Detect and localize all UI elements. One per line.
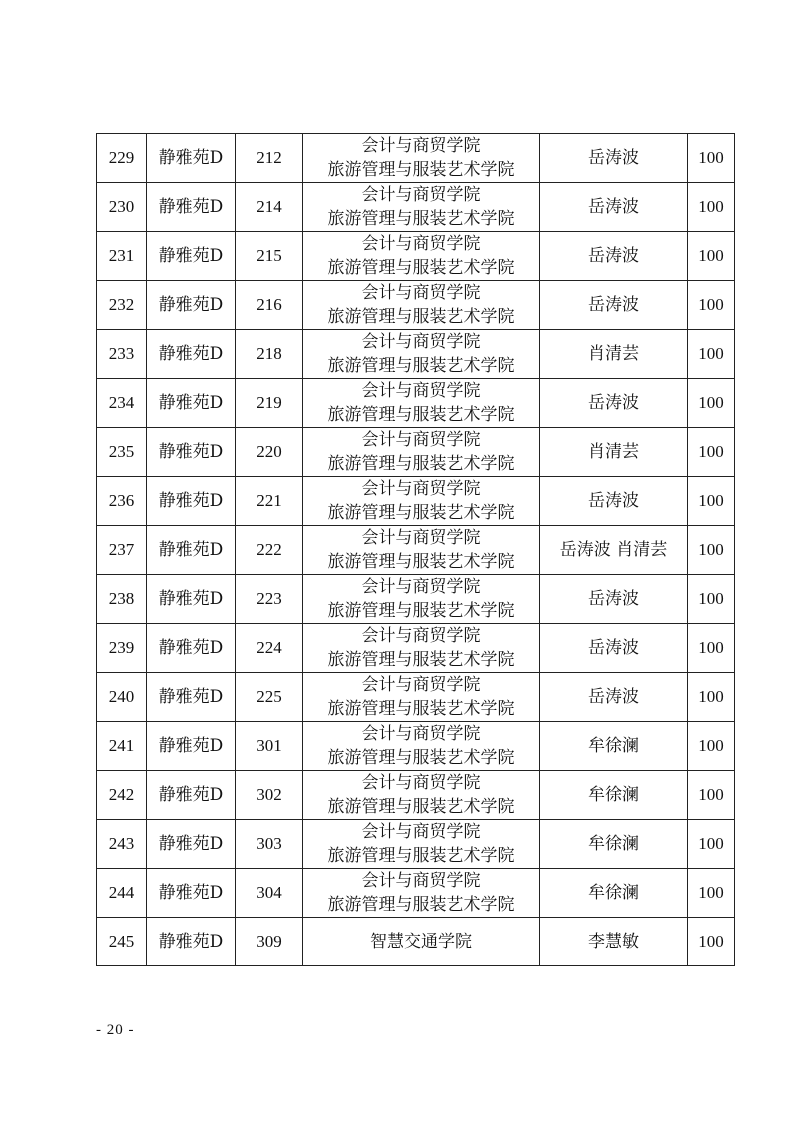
row-number-cell: 241 <box>97 722 147 771</box>
inspector-name-cell: 岳涛波 <box>540 477 688 526</box>
row-number-cell: 230 <box>97 183 147 232</box>
row-number-cell: 231 <box>97 232 147 281</box>
roster-body <box>97 134 735 966</box>
row-number-cell: 229 <box>97 134 147 183</box>
college-name: 旅游管理与服装艺术学院 <box>327 160 515 180</box>
building-cell: 静雅苑D <box>147 673 236 722</box>
table-row <box>97 477 735 526</box>
college-name: 会计与商贸学院 <box>361 528 481 548</box>
college-cell <box>303 281 540 330</box>
college-name: 会计与商贸学院 <box>361 724 481 744</box>
building-cell: 静雅苑D <box>147 526 236 575</box>
score-cell: 100 <box>688 183 735 232</box>
college-cell <box>303 673 540 722</box>
table-row <box>97 428 735 477</box>
college-name: 旅游管理与服装艺术学院 <box>327 601 515 621</box>
table-row <box>97 820 735 869</box>
table-row <box>97 918 735 966</box>
table-row <box>97 330 735 379</box>
score-cell: 100 <box>688 379 735 428</box>
college-name: 旅游管理与服装艺术学院 <box>327 748 515 768</box>
building-cell: 静雅苑D <box>147 918 236 966</box>
score-cell: 100 <box>688 820 735 869</box>
row-number-cell: 243 <box>97 820 147 869</box>
room-number-cell: 224 <box>236 624 303 673</box>
row-number-cell: 239 <box>97 624 147 673</box>
building-cell: 静雅苑D <box>147 869 236 918</box>
table-row <box>97 183 735 232</box>
room-number-cell: 214 <box>236 183 303 232</box>
score-cell: 100 <box>688 477 735 526</box>
college-cell <box>303 869 540 918</box>
building-cell: 静雅苑D <box>147 134 236 183</box>
college-cell <box>303 330 540 379</box>
college-name: 会计与商贸学院 <box>361 283 481 303</box>
inspector-name-cell: 岳涛波 <box>540 134 688 183</box>
college-name: 会计与商贸学院 <box>361 675 481 695</box>
college-name: 旅游管理与服装艺术学院 <box>327 209 515 229</box>
table-row <box>97 869 735 918</box>
inspector-name-cell: 岳涛波 <box>540 673 688 722</box>
college-cell <box>303 477 540 526</box>
building-cell: 静雅苑D <box>147 281 236 330</box>
score-cell: 100 <box>688 771 735 820</box>
college-cell <box>303 232 540 281</box>
college-name: 旅游管理与服装艺术学院 <box>327 552 515 572</box>
college-name: 旅游管理与服装艺术学院 <box>327 405 515 425</box>
dormitory-roster-table <box>96 133 735 966</box>
row-number-cell: 232 <box>97 281 147 330</box>
score-cell: 100 <box>688 232 735 281</box>
college-cell <box>303 575 540 624</box>
score-cell: 100 <box>688 624 735 673</box>
table-row <box>97 624 735 673</box>
row-number-cell: 235 <box>97 428 147 477</box>
row-number-cell: 244 <box>97 869 147 918</box>
college-cell <box>303 379 540 428</box>
room-number-cell: 303 <box>236 820 303 869</box>
table-row <box>97 379 735 428</box>
inspector-name-cell: 岳涛波 <box>540 379 688 428</box>
inspector-name-cell: 牟徐澜 <box>540 771 688 820</box>
room-number-cell: 302 <box>236 771 303 820</box>
inspector-name-cell: 李慧敏 <box>540 918 688 966</box>
building-cell: 静雅苑D <box>147 379 236 428</box>
college-name: 旅游管理与服装艺术学院 <box>327 650 515 670</box>
college-name: 会计与商贸学院 <box>361 577 481 597</box>
college-name: 旅游管理与服装艺术学院 <box>327 846 515 866</box>
row-number-cell: 233 <box>97 330 147 379</box>
room-number-cell: 225 <box>236 673 303 722</box>
row-number-cell: 237 <box>97 526 147 575</box>
row-number-cell: 242 <box>97 771 147 820</box>
college-name: 旅游管理与服装艺术学院 <box>327 699 515 719</box>
college-name: 会计与商贸学院 <box>361 479 481 499</box>
room-number-cell: 219 <box>236 379 303 428</box>
score-cell: 100 <box>688 918 735 966</box>
college-name: 会计与商贸学院 <box>361 871 481 891</box>
college-cell <box>303 428 540 477</box>
table-row <box>97 575 735 624</box>
college-name: 智慧交通学院 <box>370 931 472 952</box>
college-name: 会计与商贸学院 <box>361 430 481 450</box>
college-cell <box>303 820 540 869</box>
score-cell: 100 <box>688 722 735 771</box>
room-number-cell: 220 <box>236 428 303 477</box>
inspector-name-cell: 岳涛波 <box>540 183 688 232</box>
table-row <box>97 526 735 575</box>
college-name: 会计与商贸学院 <box>361 773 481 793</box>
college-cell <box>303 624 540 673</box>
score-cell: 100 <box>688 673 735 722</box>
inspector-name-cell: 牟徐澜 <box>540 820 688 869</box>
row-number-cell: 238 <box>97 575 147 624</box>
college-name: 会计与商贸学院 <box>361 332 481 352</box>
college-name: 旅游管理与服装艺术学院 <box>327 895 515 915</box>
room-number-cell: 218 <box>236 330 303 379</box>
college-name: 旅游管理与服装艺术学院 <box>327 454 515 474</box>
room-number-cell: 221 <box>236 477 303 526</box>
college-cell <box>303 722 540 771</box>
row-number-cell: 236 <box>97 477 147 526</box>
score-cell: 100 <box>688 281 735 330</box>
building-cell: 静雅苑D <box>147 771 236 820</box>
table-row <box>97 771 735 820</box>
college-cell <box>303 134 540 183</box>
room-number-cell: 301 <box>236 722 303 771</box>
inspector-name-cell: 岳涛波 肖清芸 <box>540 526 688 575</box>
inspector-name-cell: 牟徐澜 <box>540 869 688 918</box>
room-number-cell: 216 <box>236 281 303 330</box>
inspector-name-cell: 岳涛波 <box>540 575 688 624</box>
score-cell: 100 <box>688 526 735 575</box>
college-name: 旅游管理与服装艺术学院 <box>327 307 515 327</box>
room-number-cell: 222 <box>236 526 303 575</box>
building-cell: 静雅苑D <box>147 428 236 477</box>
score-cell: 100 <box>688 869 735 918</box>
college-name: 旅游管理与服装艺术学院 <box>327 356 515 376</box>
room-number-cell: 309 <box>236 918 303 966</box>
college-cell <box>303 771 540 820</box>
table-row <box>97 134 735 183</box>
building-cell: 静雅苑D <box>147 820 236 869</box>
building-cell: 静雅苑D <box>147 575 236 624</box>
room-number-cell: 212 <box>236 134 303 183</box>
row-number-cell: 245 <box>97 918 147 966</box>
building-cell: 静雅苑D <box>147 330 236 379</box>
college-name: 旅游管理与服装艺术学院 <box>327 258 515 278</box>
score-cell: 100 <box>688 134 735 183</box>
building-cell: 静雅苑D <box>147 624 236 673</box>
college-cell <box>303 918 540 966</box>
row-number-cell: 240 <box>97 673 147 722</box>
college-cell <box>303 526 540 575</box>
room-number-cell: 223 <box>236 575 303 624</box>
building-cell: 静雅苑D <box>147 183 236 232</box>
table-row <box>97 232 735 281</box>
college-name: 旅游管理与服装艺术学院 <box>327 503 515 523</box>
score-cell: 100 <box>688 330 735 379</box>
row-number-cell: 234 <box>97 379 147 428</box>
page-number: - 20 - <box>96 1022 135 1038</box>
room-number-cell: 304 <box>236 869 303 918</box>
college-name: 会计与商贸学院 <box>361 136 481 156</box>
inspector-name-cell: 岳涛波 <box>540 232 688 281</box>
score-cell: 100 <box>688 428 735 477</box>
college-name: 会计与商贸学院 <box>361 822 481 842</box>
room-number-cell: 215 <box>236 232 303 281</box>
college-name: 会计与商贸学院 <box>361 185 481 205</box>
inspector-name-cell: 肖清芸 <box>540 330 688 379</box>
building-cell: 静雅苑D <box>147 722 236 771</box>
building-cell: 静雅苑D <box>147 232 236 281</box>
college-name: 旅游管理与服装艺术学院 <box>327 797 515 817</box>
college-name: 会计与商贸学院 <box>361 626 481 646</box>
inspector-name-cell: 岳涛波 <box>540 281 688 330</box>
table-row <box>97 673 735 722</box>
inspector-name-cell: 肖清芸 <box>540 428 688 477</box>
inspector-name-cell: 牟徐澜 <box>540 722 688 771</box>
inspector-name-cell: 岳涛波 <box>540 624 688 673</box>
building-cell: 静雅苑D <box>147 477 236 526</box>
college-cell <box>303 183 540 232</box>
score-cell: 100 <box>688 575 735 624</box>
college-name: 会计与商贸学院 <box>361 381 481 401</box>
table-row <box>97 722 735 771</box>
college-name: 会计与商贸学院 <box>361 234 481 254</box>
table-row <box>97 281 735 330</box>
